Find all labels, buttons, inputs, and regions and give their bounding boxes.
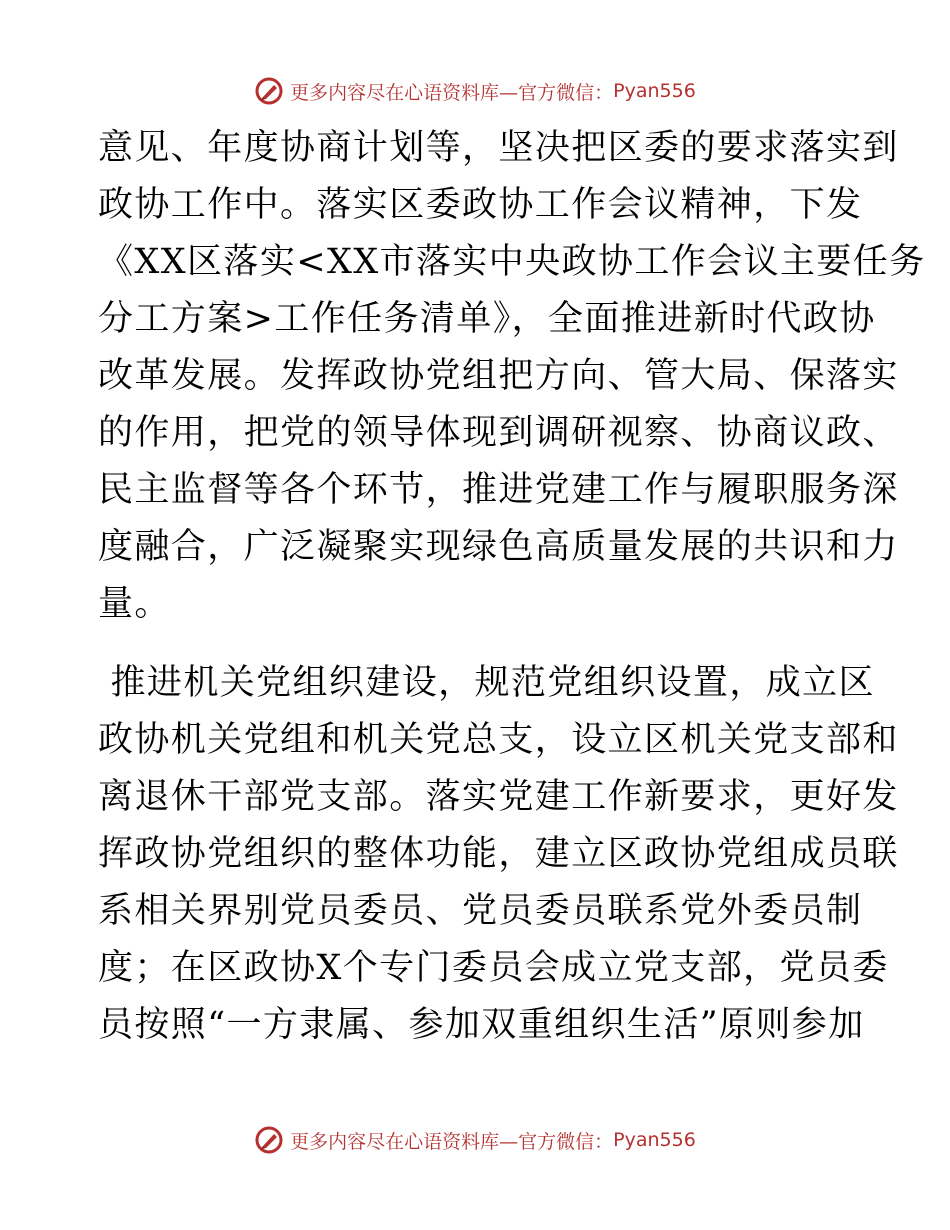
- text-line: 改革发展。发挥政协党组把方向、管大局、保落实: [98, 356, 899, 396]
- watermark-label: 更多内容尽在心语资料库—官方微信：: [290, 1130, 614, 1153]
- paragraph-2: [98, 655, 899, 1054]
- text-line: 民主监督等各个环节，推进党建工作与履职服务深: [98, 470, 899, 510]
- watermark-account: Pyan556: [613, 1129, 696, 1151]
- text-line: 推进机关党组织建设，规范党组织设置，成立区: [98, 663, 875, 703]
- paragraph-1: [98, 120, 926, 633]
- text-line: 政协工作中。落实区委政协工作会议精神，下发: [98, 185, 863, 225]
- text-line: 量。: [98, 584, 171, 624]
- text-line: 系相关界别党员委员、党员委员联系党外委员制: [98, 891, 863, 931]
- text-line: 意见、年度协商计划等，坚决把区委的要求落实到: [98, 128, 899, 168]
- text-line: 挥政协党组织的整体功能，建立区政协党组成员联: [98, 834, 899, 874]
- watermark-account: Pyan556: [613, 80, 696, 102]
- text-line: 政协机关党组和机关党总支，设立区机关党支部和: [98, 720, 899, 760]
- text-line: 《XX区落实<XX市落实中央政协工作会议主要任务: [98, 242, 926, 282]
- document-body: [98, 120, 926, 1054]
- paragraph-gap: [98, 633, 858, 655]
- pen-logo-icon: [254, 1125, 284, 1155]
- text-line: 度融合，广泛凝聚实现绿色高质量发展的共识和力: [98, 527, 899, 567]
- watermark-label: 更多内容尽在心语资料库—官方微信：: [290, 81, 614, 104]
- text-line: 员按照“一方隶属、参加双重组织生活”原则参加: [98, 1005, 865, 1045]
- text-line: 分工方案>工作任务清单》，全面推进新时代政协: [98, 299, 876, 339]
- footer-watermark: [0, 1120, 950, 1160]
- text-line: 度；在区政协X个专门委员会成立党支部，党员委: [98, 948, 889, 988]
- text-line: 的作用，把党的领导体现到调研视察、协商议政、: [98, 413, 899, 453]
- pen-logo-icon: [254, 76, 284, 106]
- header-watermark: [0, 71, 950, 111]
- text-line: 离退休干部党支部。落实党建工作新要求，更好发: [98, 777, 899, 817]
